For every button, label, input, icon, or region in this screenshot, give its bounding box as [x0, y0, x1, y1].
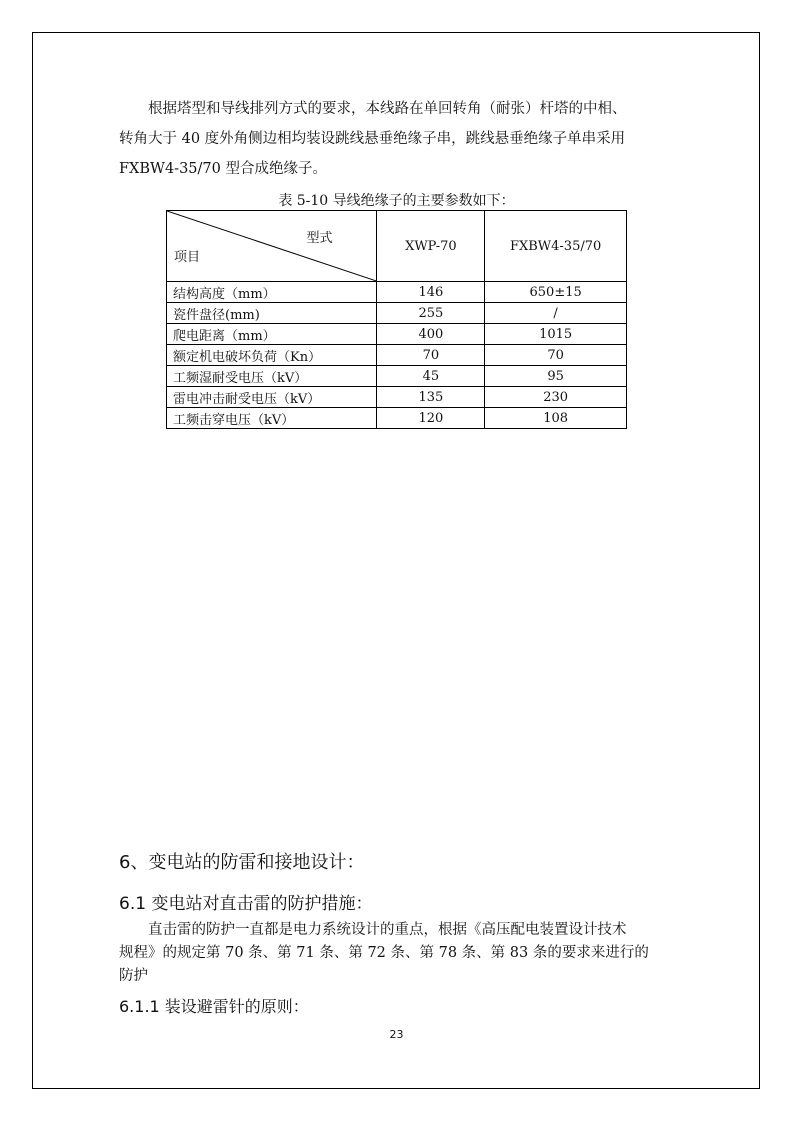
table-row: [167, 366, 627, 387]
row-value: 400: [377, 324, 485, 345]
table-row: [167, 387, 627, 408]
section-6-1-line-2: 规程》的规定第 70 条、第 71 条、第 72 条、第 78 条、第 83 条的要求来进行的: [119, 945, 649, 961]
table-row: [167, 303, 627, 324]
row-value: 1015: [485, 324, 627, 345]
section-6-1-line-3: 防护: [119, 968, 148, 984]
section-6-1-1-heading: 6.1.1 装设避雷针的原则：: [119, 997, 309, 1016]
row-value: 230: [485, 387, 627, 408]
header-type-label: 型式: [306, 231, 333, 246]
row-value: 45: [377, 366, 485, 387]
section-6-1-heading: 6.1 变电站对直击雷的防护措施：: [119, 894, 373, 914]
table-caption: 表 5-10 导线绝缘子的主要参数如下：: [278, 193, 515, 209]
row-label: 结构高度（mm）: [167, 282, 377, 303]
table-header-row: [167, 211, 627, 282]
row-value: 95: [485, 366, 627, 387]
intro-line-2: 转角大于 40 度外角侧边相均装设跳线悬垂绝缘子串，跳线悬垂绝缘子单串采用: [119, 131, 626, 147]
row-value: 255: [377, 303, 485, 324]
intro-line-3: FXBW4-35/70 型合成绝缘子。: [119, 161, 327, 177]
section-6-1-paragraph: [119, 919, 673, 988]
table-row: [167, 282, 627, 303]
section-6-heading: 6、变电站的防雷和接地设计：: [119, 852, 365, 873]
insulator-params-table: [166, 210, 627, 429]
column-header-xwp70: XWP-70: [377, 211, 485, 282]
row-label: 工频击穿电压（kV）: [167, 408, 377, 429]
row-value: 650±15: [485, 282, 627, 303]
row-value: 70: [377, 345, 485, 366]
row-value: 108: [485, 408, 627, 429]
row-label: 瓷件盘径(mm): [167, 303, 377, 324]
row-label: 工频湿耐受电压（kV）: [167, 366, 377, 387]
row-value: 135: [377, 387, 485, 408]
page-number: 23: [389, 1028, 404, 1041]
table-row: [167, 324, 627, 345]
diagonal-header-cell: [167, 211, 377, 282]
column-header-fxbw4: FXBW4-35/70: [485, 211, 627, 282]
row-value: 70: [485, 345, 627, 366]
section-6-1-line-1: 直击雷的防护一直都是电力系统设计的重点，根据《高压配电装置设计技术: [148, 922, 627, 938]
row-label: 额定机电破坏负荷（Kn）: [167, 345, 377, 366]
row-value: /: [485, 303, 627, 324]
table-row: [167, 345, 627, 366]
row-label: 爬电距离（mm）: [167, 324, 377, 345]
row-label: 雷电冲击耐受电压（kV）: [167, 387, 377, 408]
header-item-label: 项目: [174, 250, 201, 265]
table-row: [167, 408, 627, 429]
intro-paragraph: [119, 94, 673, 184]
row-value: 120: [377, 408, 485, 429]
intro-line-1: 根据塔型和导线排列方式的要求，本线路在单回转角（耐张）杆塔的中相、: [148, 101, 627, 117]
row-value: 146: [377, 282, 485, 303]
